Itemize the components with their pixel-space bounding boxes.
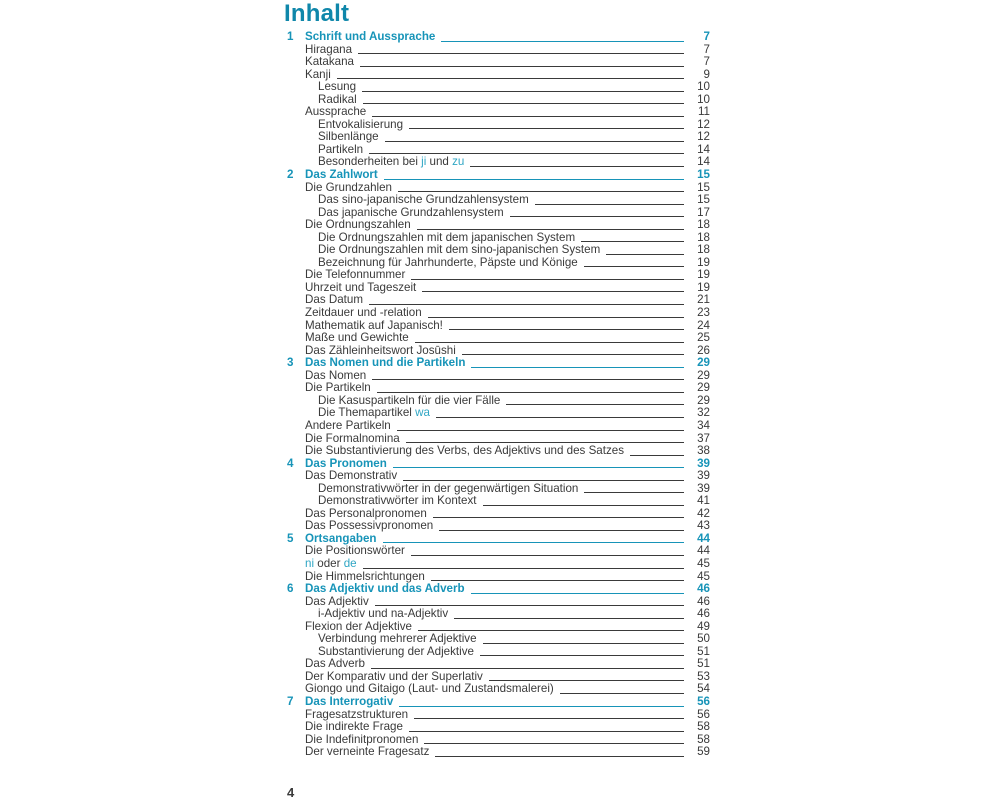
page-number: 11: [697, 105, 710, 119]
label-text: i-Adjektiv und na-Adjektiv: [318, 607, 449, 621]
page-number: 32: [697, 406, 710, 420]
leader-line: [510, 216, 684, 217]
page-number: 7: [703, 55, 710, 69]
label-text: Die Kasuspartikeln für die vier Fälle: [318, 393, 501, 407]
entry-label: [305, 746, 429, 759]
leader-line: [431, 580, 684, 581]
leader-line: [418, 630, 684, 631]
page-number: 7: [703, 30, 710, 43]
page-number: 37: [697, 431, 710, 445]
page-number: 34: [697, 418, 710, 432]
accent-word: ni: [305, 556, 315, 570]
label-text: Giongo und Gitaigo (Laut- und Zustandsmalerei): [305, 682, 554, 696]
leader-line: [358, 53, 684, 54]
toc-entry-row: [287, 746, 710, 759]
chapter-title: Ortsangaben: [305, 531, 377, 545]
label-text: Hiragana: [305, 42, 353, 56]
leader-line: [422, 291, 684, 292]
page-number: 29: [697, 381, 710, 395]
leader-line: [372, 379, 684, 380]
label-text: Besonderheiten bei: [318, 155, 422, 169]
accent-word: wa: [415, 406, 430, 420]
page-number: 25: [697, 331, 710, 345]
leader-line: [406, 442, 684, 443]
leader-line: [470, 166, 684, 167]
page-number: 45: [697, 556, 710, 570]
leader-line: [398, 191, 684, 192]
label-text: Das Possessivpronomen: [305, 519, 434, 533]
page-number: 14: [697, 142, 710, 156]
page-number: 41: [697, 494, 710, 508]
footer-page-number: 4: [287, 785, 295, 800]
page-number: 46: [697, 582, 710, 596]
leader-line: [462, 354, 684, 355]
leader-line: [362, 91, 684, 92]
page-number: 39: [697, 481, 710, 495]
label-text: Radikal: [318, 92, 357, 106]
leader-line: [384, 179, 684, 180]
chapter-title: Schrift und Aussprache: [305, 30, 436, 43]
leader-line: [337, 78, 684, 79]
leader-line: [363, 103, 684, 104]
leader-line: [435, 756, 684, 757]
label-text: Verbindung mehrerer Adjektive: [318, 632, 477, 646]
leader-line: [581, 241, 684, 242]
leader-line: [414, 718, 684, 719]
page-number: 51: [697, 644, 710, 658]
label-text: Das Adverb: [305, 657, 365, 671]
label-text: Bezeichnung für Jahrhunderte, Päpste und Könige: [318, 255, 578, 269]
page-number: 46: [697, 607, 710, 621]
accent-word: de: [343, 556, 357, 570]
page-number: 10: [697, 92, 710, 106]
page-number: 7: [703, 42, 710, 56]
leader-line: [454, 618, 684, 619]
leader-line: [372, 116, 684, 117]
leader-line: [417, 229, 684, 230]
toc: [287, 31, 710, 759]
label-text: Die Ordnungszahlen mit dem sino-japanischen System: [318, 243, 601, 257]
label-text: Kanji: [305, 67, 331, 81]
chapter-number: 7: [287, 694, 294, 708]
label-text: Substantivierung der Adjektive: [318, 644, 474, 658]
page-number: 18: [697, 218, 710, 232]
leader-line: [415, 342, 684, 343]
label-text: Andere Partikeln: [305, 418, 391, 432]
label-text: Die Telefonnummer: [305, 268, 406, 282]
label-text: Das Datum: [305, 293, 363, 307]
page-number: 26: [697, 343, 710, 357]
page-number: 44: [697, 531, 710, 545]
toc-entry-row: [287, 520, 710, 533]
leader-line: [441, 41, 684, 42]
page-number: 15: [697, 180, 710, 194]
leader-line: [483, 505, 685, 506]
leader-line: [371, 668, 684, 669]
page-number: 29: [697, 393, 710, 407]
page-number: 46: [697, 594, 710, 608]
leader-line: [363, 568, 684, 569]
page-number: 56: [697, 694, 710, 708]
page-number: 51: [697, 657, 710, 671]
leader-line: [369, 153, 684, 154]
label-text: Aussprache: [305, 105, 367, 119]
label-text: Zeitdauer und -relation: [305, 306, 422, 320]
page-number: 17: [697, 205, 710, 219]
chapter-number: 3: [287, 356, 294, 370]
leader-line: [375, 605, 684, 606]
leader-line: [424, 743, 684, 744]
chapter-title: Das Adjektiv und das Adverb: [305, 582, 465, 596]
label-text: Demonstrativwörter in der gegenwärtigen Situation: [318, 481, 579, 495]
chapter-title: Das Zahlwort: [305, 168, 378, 182]
label-text: Das Demonstrativ: [305, 469, 398, 483]
label-text: Das Zähleinheitswort Josūshi: [305, 343, 456, 357]
label-text: Katakana: [305, 55, 354, 69]
label-text: Partikeln: [318, 142, 364, 156]
page-number: 12: [697, 117, 710, 131]
label-text: Das Personalpronomen: [305, 506, 427, 520]
leader-line: [383, 542, 684, 543]
label-text: Maße und Gewichte: [305, 331, 409, 345]
label-text: Das Adjektiv: [305, 594, 369, 608]
page-title: Inhalt: [284, 0, 350, 27]
page-number: 56: [697, 707, 710, 721]
toc-entry-row: [287, 445, 710, 458]
page-number: 53: [697, 669, 710, 683]
leader-line: [630, 455, 684, 456]
leader-line: [489, 680, 684, 681]
chapter-number: 5: [287, 531, 294, 545]
label-text: Die Substantivierung des Verbs, des Adjektivs und des Satzes: [305, 444, 625, 458]
label-text: Das Nomen: [305, 368, 367, 382]
leader-line: [433, 517, 684, 518]
label-text: Der verneinte Fragesatz: [305, 745, 430, 759]
page-number: 58: [697, 720, 710, 734]
page-number: 24: [697, 318, 710, 332]
leader-line: [606, 254, 684, 255]
leader-line: [560, 693, 684, 694]
page-number: 15: [697, 193, 710, 207]
leader-line: [377, 392, 684, 393]
page-number: 19: [697, 255, 710, 269]
leader-line: [399, 706, 684, 707]
chapter-number: 4: [287, 456, 294, 470]
entry-label: [305, 520, 433, 533]
label-text: Das sino-japanische Grundzahlensystem: [318, 193, 529, 207]
leader-line: [409, 128, 684, 129]
label-text: Die Formalnomina: [305, 431, 400, 445]
page-number: 50: [697, 632, 710, 646]
chapter-number: 6: [287, 582, 294, 596]
page-number: 39: [697, 456, 710, 470]
chapter-title: Das Nomen und die Partikeln: [305, 356, 466, 370]
label-text: Die Grundzahlen: [305, 180, 393, 194]
accent-word: ji: [421, 155, 427, 169]
page-number: 12: [697, 130, 710, 144]
page-number: 43: [697, 519, 710, 533]
label-text: Der Komparativ und der Superlativ: [305, 669, 483, 683]
leader-line: [471, 593, 684, 594]
label-text: Die Ordnungszahlen mit dem japanischen System: [318, 230, 576, 244]
page-number: 38: [697, 444, 710, 458]
leader-line: [483, 643, 684, 644]
chapter-title: Das Interrogativ: [305, 694, 394, 708]
leader-line: [393, 467, 684, 468]
label-text: Silbenlänge: [318, 130, 379, 144]
leader-line: [480, 655, 684, 656]
label-text: Fragesatzstrukturen: [305, 707, 409, 721]
leader-line: [506, 404, 684, 405]
page-number: 19: [697, 268, 710, 282]
label-text: Flexion der Adjektive: [305, 619, 412, 633]
label-text: Uhrzeit und Tageszeit: [305, 280, 417, 294]
page-number: 49: [697, 619, 710, 633]
page-number: 54: [697, 682, 710, 696]
leader-line: [411, 555, 684, 556]
leader-line: [428, 317, 684, 318]
label-text: Lesung: [318, 80, 357, 94]
leader-line: [584, 266, 684, 267]
page-number: 21: [697, 293, 710, 307]
leader-line: [403, 480, 684, 481]
page-number: 45: [697, 569, 710, 583]
page-number: 29: [697, 356, 710, 370]
leader-line: [397, 430, 684, 431]
entry-label: [305, 445, 624, 458]
label-text: Die Indefinitpronomen: [305, 732, 419, 746]
label-text: Mathematik auf Japanisch!: [305, 318, 443, 332]
leader-line: [385, 141, 684, 142]
page-number: 58: [697, 732, 710, 746]
page-number: 42: [697, 506, 710, 520]
label-text: Die indirekte Frage: [305, 720, 403, 734]
leader-line: [360, 66, 684, 67]
page-number: 18: [697, 243, 710, 257]
label-text: Demonstrativwörter im Kontext: [318, 494, 477, 508]
leader-line: [411, 279, 684, 280]
chapter-title: Das Pronomen: [305, 456, 387, 470]
page-number: 44: [697, 544, 710, 558]
leader-line: [584, 492, 684, 493]
label-text: Die Partikeln: [305, 381, 371, 395]
chapter-number: 2: [287, 168, 294, 182]
page-number: 19: [697, 280, 710, 294]
leader-line: [369, 304, 684, 305]
page-number: 29: [697, 368, 710, 382]
label-text: Die Himmelsrichtungen: [305, 569, 425, 583]
page-number: 18: [697, 230, 710, 244]
page-number: 9: [703, 67, 710, 81]
label-text: Die Themapartikel: [318, 406, 416, 420]
leader-line: [471, 367, 684, 368]
leader-line: [439, 530, 684, 531]
leader-line: [449, 329, 684, 330]
toc-entry-row: [287, 56, 710, 69]
chapter-number: 1: [287, 30, 294, 43]
page-number: 59: [697, 745, 710, 759]
page-number: 14: [697, 155, 710, 169]
label-text: Die Positionswörter: [305, 544, 405, 558]
accent-word: zu: [452, 155, 465, 169]
label-text: oder: [314, 556, 344, 570]
leader-line: [535, 204, 684, 205]
leader-line: [409, 731, 684, 732]
leader-line: [436, 417, 684, 418]
page-number: 39: [697, 469, 710, 483]
label-text: Entvokalisierung: [318, 117, 404, 131]
page-number: 23: [697, 306, 710, 320]
page-number: 10: [697, 80, 710, 94]
label-text: Die Ordnungszahlen: [305, 218, 411, 232]
page-number: 15: [697, 168, 710, 182]
label-text: Das japanische Grundzahlensystem: [318, 205, 504, 219]
label-text: und: [426, 155, 453, 169]
